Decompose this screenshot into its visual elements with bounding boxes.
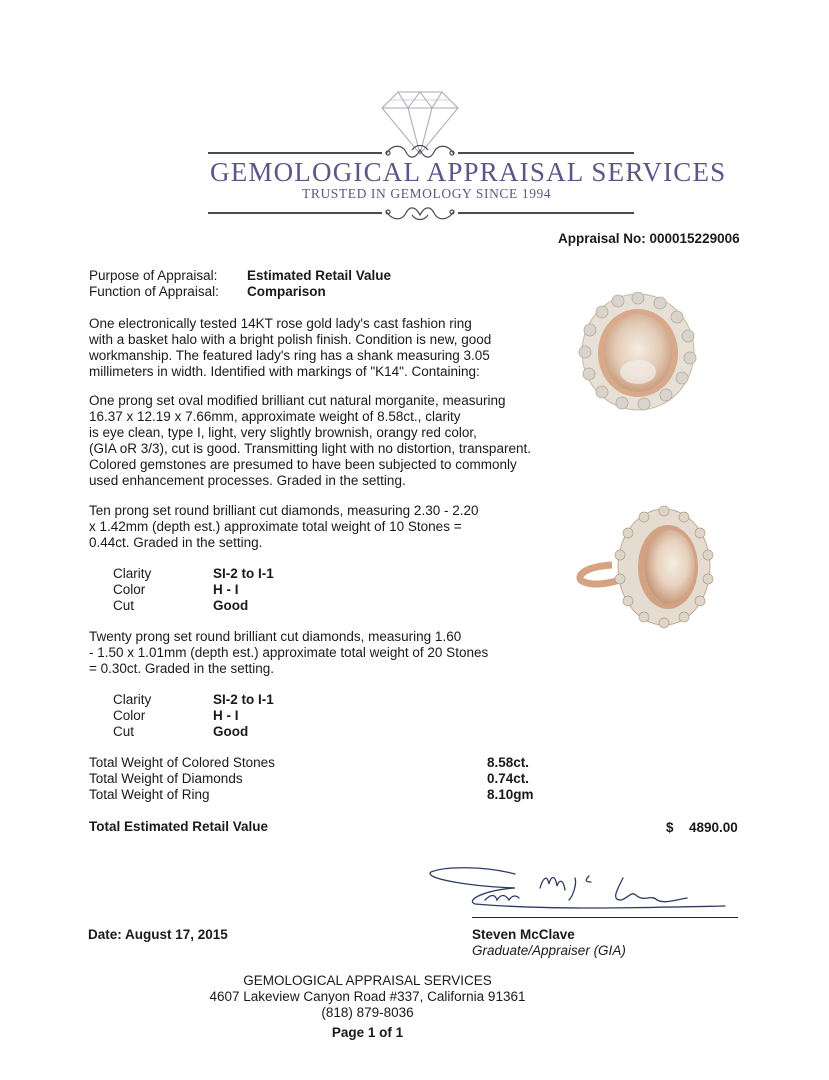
description-line: millimeters in width. Identified with markings of "K14". Containing: <box>89 364 480 379</box>
header-rule-bottom-right <box>458 212 634 214</box>
diamond-group-line: = 0.30ct. Graded in the setting. <box>89 661 274 676</box>
company-name: GEMOLOGICAL APPRAISAL SERVICES <box>210 157 727 187</box>
grade-value: H - I <box>213 708 239 723</box>
flourish-bottom-icon <box>382 203 458 223</box>
footer-address: 4607 Lakeview Canyon Road #337, California 91361 <box>209 989 526 1004</box>
total-row <box>89 787 534 803</box>
header-rule-top-left <box>208 152 382 154</box>
total-label: Total Weight of Diamonds <box>89 771 243 786</box>
weight-totals <box>89 755 534 803</box>
center-stone-line: Colored gemstones are presumed to have been subjected to commonly <box>89 457 517 472</box>
grade-row <box>113 692 274 708</box>
description-line: One electronically tested 14KT rose gold lady's cast fashion ring <box>89 316 472 331</box>
appraisal-date: Date: August 17, 2015 <box>88 927 228 942</box>
grade-row <box>113 724 274 740</box>
total-value: 8.58ct. <box>487 755 530 770</box>
grade-row <box>113 708 274 724</box>
grade-label: Clarity <box>113 692 152 707</box>
grade-label: Cut <box>113 598 135 613</box>
total-row <box>89 755 530 771</box>
function-value: Comparison <box>247 284 326 299</box>
grade-label: Cut <box>113 724 135 739</box>
grade-label: Clarity <box>113 566 152 581</box>
grade-value: Good <box>213 724 249 739</box>
center-stone-line: One prong set oval modified brilliant cut natural morganite, measuring <box>89 393 506 408</box>
total-label: Total Weight of Colored Stones <box>89 755 275 770</box>
retail-value-currency: $ <box>666 820 674 835</box>
retail-value-amount: 4890.00 <box>689 820 738 835</box>
center-stone-line: used enhancement processes. Graded in the setting. <box>89 473 406 488</box>
center-stone-line: (GIA oR 3/3), cut is good. Transmitting light with no distortion, transparent. <box>89 441 531 456</box>
diamond-group-line: x 1.42mm (depth est.) approximate total weight of 10 Stones = <box>89 519 462 534</box>
page-number: Page 1 of 1 <box>331 1025 404 1040</box>
footer-company: GEMOLOGICAL APPRAISAL SERVICES <box>243 973 492 988</box>
total-row <box>89 771 530 787</box>
total-label: Total Weight of Ring <box>89 787 210 802</box>
grade-value: Good <box>213 598 249 613</box>
retail-value-label: Total Estimated Retail Value <box>89 819 269 834</box>
total-value: 0.74ct. <box>487 771 530 786</box>
signature-icon <box>425 860 745 920</box>
total-value: 8.10gm <box>487 787 534 802</box>
appraiser-title: Graduate/Appraiser (GIA) <box>472 943 626 958</box>
diamond-group-line: 0.44ct. Graded in the setting. <box>89 535 263 550</box>
footer <box>0 973 735 1041</box>
grade-value: SI-2 to I-1 <box>213 692 274 707</box>
header-rule-bottom-left <box>208 212 382 214</box>
appraisal-number: Appraisal No: 000015229006 <box>558 231 740 246</box>
appraiser-name: Steven McClave <box>472 927 575 942</box>
grade-row <box>113 582 274 598</box>
diamond-group-line: Ten prong set round brilliant cut diamonds, measuring 2.30 - 2.20 <box>89 503 479 518</box>
diamond-group-2-description <box>89 629 488 677</box>
morganite-stone <box>645 530 695 604</box>
diamond-group-line: - 1.50 x 1.01mm (depth est.) approximate total weight of 20 Stones <box>89 645 489 660</box>
ring-side-view-image <box>572 505 722 635</box>
company-tagline: TRUSTED IN GEMOLOGY SINCE 1994 <box>302 186 552 201</box>
grade-value: H - I <box>213 582 239 597</box>
purpose-label: Purpose of Appraisal: <box>89 268 218 283</box>
ring-description <box>89 316 491 380</box>
grade-row <box>113 598 274 614</box>
signature-line <box>472 917 738 918</box>
grade-value: SI-2 to I-1 <box>213 566 274 581</box>
diamond-group-line: Twenty prong set round brilliant cut diamonds, measuring 1.60 <box>89 629 462 644</box>
function-label: Function of Appraisal: <box>89 284 219 299</box>
grade-label: Color <box>113 708 146 723</box>
center-stone-line: is eye clean, type I, light, very slightly brownish, orangy red color, <box>89 425 477 440</box>
grade-row <box>113 566 274 582</box>
description-line: workmanship. The featured lady's ring has a shank measuring 3.05 <box>89 348 490 363</box>
diamond-group-2-grades <box>113 692 274 740</box>
grade-label: Color <box>113 582 146 597</box>
center-stone-line: 16.37 x 12.19 x 7.66mm, approximate weight of 8.58ct., clarity <box>89 409 461 424</box>
center-stone-description <box>89 393 531 489</box>
diamond-group-1-grades <box>113 566 274 614</box>
diamond-group-1-description <box>89 503 478 551</box>
ring-top-view-image <box>578 292 698 412</box>
footer-phone: (818) 879-8036 <box>321 1005 414 1020</box>
header-rule-top-right <box>458 152 634 154</box>
purpose-value: Estimated Retail Value <box>247 268 392 283</box>
description-line: with a basket halo with a bright polish finish. Condition is new, good <box>89 332 492 347</box>
